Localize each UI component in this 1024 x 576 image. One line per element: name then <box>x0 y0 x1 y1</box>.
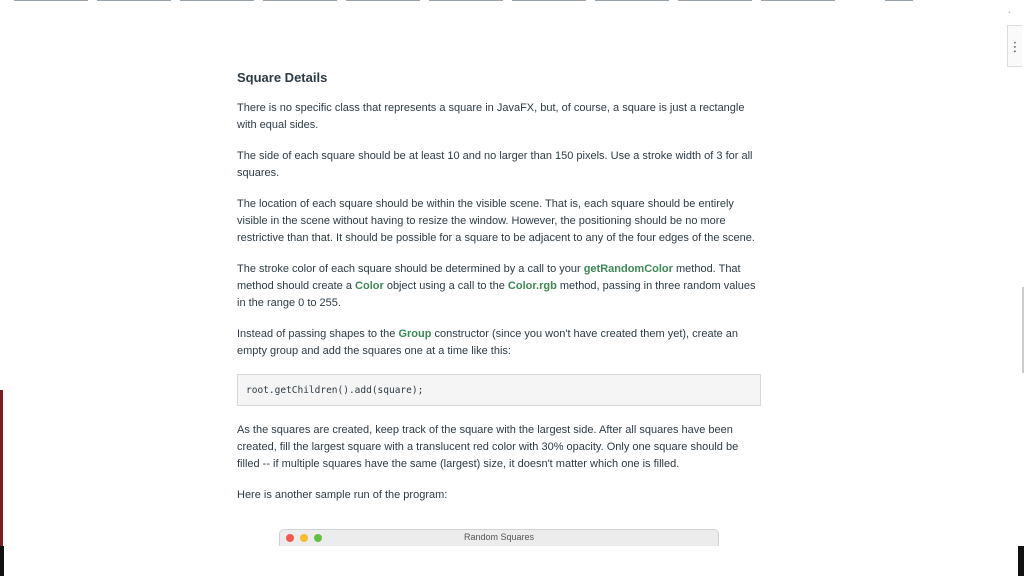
paragraph-sample-run: Here is another sample run of the program: <box>237 489 448 501</box>
text-segment: constructor (since you won't have created them yet), create an empty group and add the squares one at a time like this: <box>237 328 739 357</box>
code-term-color-rgb: Color.rgb <box>507 280 557 292</box>
top-tab[interactable] <box>346 0 420 1</box>
small-tick-mark: ` <box>1008 11 1011 20</box>
paragraph-largest-square: As the squares are created, keep track of the square with the largest side. After all squares have been created, fill the largest square with a translucent red color with 30% opacity. Only one square should be filled -- if multiple squares have the same (largest) size, it doesn't matter which one is filled. <box>237 424 739 470</box>
top-indicator <box>885 0 913 1</box>
paragraph-square-class: There is no specific class that represents a square in JavaFX, but, of course, a square is just a rectangle with equal sides. <box>237 102 745 131</box>
more-options-button[interactable] <box>1007 25 1022 67</box>
top-tab[interactable] <box>97 0 171 1</box>
code-term-group: Group <box>398 328 432 340</box>
top-tab[interactable] <box>429 0 503 1</box>
bottom-edge-inner <box>4 546 1018 576</box>
top-tab[interactable] <box>678 0 752 1</box>
top-tab[interactable] <box>512 0 586 1</box>
text-segment: method, passing in three random values in the range 0 to 255. <box>237 280 756 309</box>
top-tab[interactable] <box>14 0 88 1</box>
paragraph-stroke-color <box>237 261 761 312</box>
text-segment: object using a call to the <box>383 280 508 292</box>
top-tab-strip <box>14 0 844 2</box>
top-tab[interactable] <box>263 0 337 1</box>
code-line: root.getChildren().add(square); <box>246 384 424 396</box>
top-tab[interactable] <box>180 0 254 1</box>
top-tab[interactable] <box>595 0 669 1</box>
code-block <box>237 374 761 406</box>
code-term-color: Color <box>355 280 384 292</box>
text-segment: Instead of passing shapes to the <box>237 328 399 340</box>
top-tab[interactable] <box>761 0 835 1</box>
paragraph-square-location: The location of each square should be within the visible scene. That is, each square should be entirely visible in the scene without having to resize the window. However, the positioning should be no more restrictive than that. It should be possible for a square to be adjacent to any of the four edges of the scene. <box>237 198 755 244</box>
left-edge-bar <box>0 390 3 548</box>
page-title: Square Details <box>237 70 328 85</box>
paragraph-group <box>237 326 761 360</box>
text-segment: The stroke color of each square should be determined by a call to your <box>237 263 584 275</box>
window-title: Random Squares <box>463 532 535 542</box>
code-term-getRandomColor: getRandomColor <box>583 263 673 275</box>
text-segment: method. That method should create a <box>237 263 741 292</box>
vertical-ellipsis-icon: ⋮ <box>1008 38 1022 54</box>
bottom-edge <box>0 546 1024 576</box>
article-content <box>237 70 761 518</box>
paragraph-square-size: The side of each square should be at least 10 and no larger than 150 pixels. Use a stroke width of 3 for all squares. <box>237 150 753 179</box>
